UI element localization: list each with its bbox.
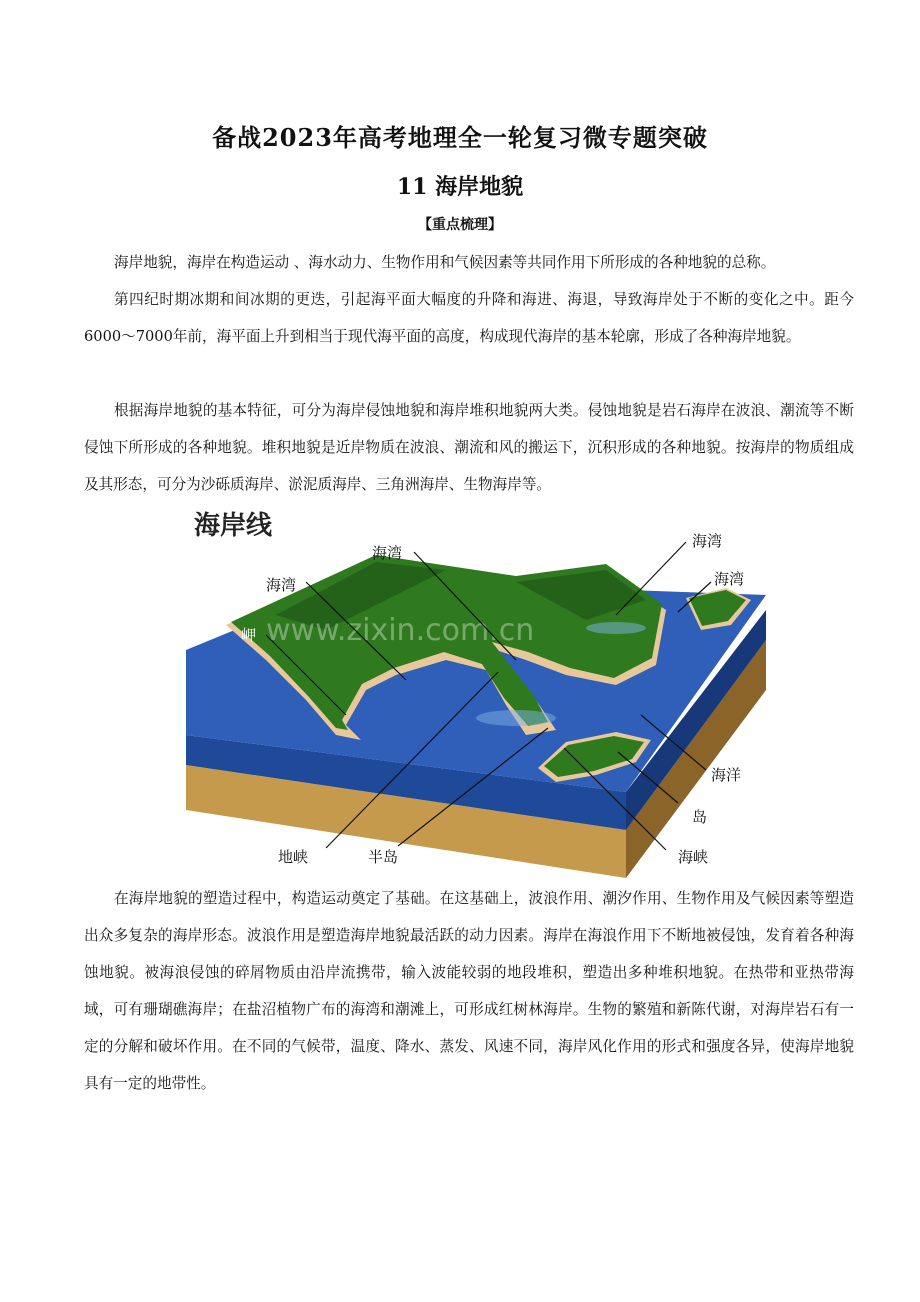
label-ocean: 海洋 [711, 766, 742, 784]
label-bay-left: 海湾 [266, 576, 297, 594]
section-heading: 【重点梳理】 [418, 217, 502, 233]
label-peninsula: 半岛 [368, 848, 399, 866]
label-island: 岛 [692, 808, 708, 826]
paragraph-3: 根据海岸地貌的基本特征，可分为海岸侵蚀地貌和海岸堆积地貌两大类。侵蚀地貌是岩石海岸在波浪、潮流等不断侵蚀下所形成的各种地貌。堆积地貌是近岸物质在波浪、潮流和风的搬运下，沉积形成的各种地貌。按海岸的物质组成及其形态，可分为沙砾质海岸、淤泥质海岸、三角洲海岸、生物海岸等。 [84, 402, 854, 493]
label-bay-top: 海湾 [372, 544, 403, 562]
shallow-water-2 [586, 622, 646, 634]
document-subtitle: 11 海岸地貌 [396, 174, 524, 200]
label-strait: 海峡 [678, 848, 709, 866]
paragraph-1: 海岸地貌，海岸在构造运动 、海水动力、生物作用和气候因素等共同作用下所形成的各种地貌的总称。 [114, 254, 776, 271]
figure-title: 海岸线 [194, 511, 273, 541]
shallow-water-1 [476, 710, 556, 726]
watermark: www.zixin.com.cn [266, 613, 535, 648]
coastline-diagram [186, 500, 766, 878]
label-bay-right1: 海湾 [692, 532, 723, 550]
paragraph-2: 第四纪时期冰期和间冰期的更迭，引起海平面大幅度的升降和海进、海退，导致海岸处于不断的变化之中。距今6000～7000年前，海平面上升到相当于现代海平面的高度，构成现代海岸的基本轮廓，形成了各种海岸地貌。 [84, 291, 854, 345]
document-title: 备战2023年高考地理全一轮复习微专题突破 [212, 123, 708, 152]
label-isthmus: 地峡 [278, 848, 309, 866]
label-bay-right2: 海湾 [714, 570, 745, 588]
paragraph-4: 在海岸地貌的塑造过程中，构造运动奠定了基础。在这基础上，波浪作用、潮汐作用、生物作用及气候因素等塑造出众多复杂的海岸形态。波浪作用是塑造海岸地貌最活跃的动力因素。海岸在海浪作用下不断地被侵蚀，发育着各种海蚀地貌。被海浪侵蚀的碎屑物质由沿岸流携带，输入波能较弱的地段堆积，塑造出多种堆积地貌。在热带和亚热带海域，可有珊瑚礁海岸；在盐沼植物广布的海湾和潮滩上，可形成红树林海岸。生物的繁殖和新陈代谢，对海岸岩石有一定的分解和破坏作用。在不同的气候带，温度、降水、蒸发、风速不同，海岸风化作用的形式和强度各异，使海岸地貌具有一定的地带性。 [84, 890, 854, 1092]
label-cape: 岬 [241, 626, 257, 644]
